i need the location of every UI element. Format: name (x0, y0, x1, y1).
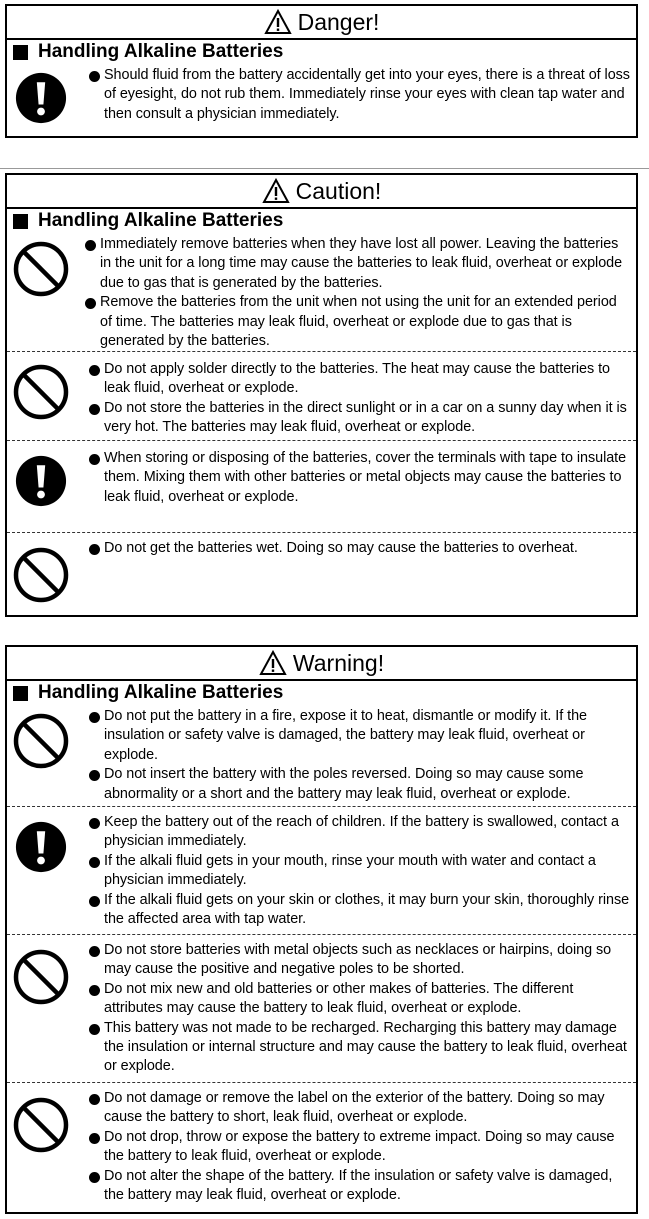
danger-subtitle: Handling Alkaline Batteries (38, 41, 284, 62)
list-item: If the alkali fluid gets in your mouth, rinse your mouth with water and contact a physician immediately. (89, 852, 630, 891)
list-item: Do not get the batteries wet. Doing so may cause the batteries to overheat. (89, 539, 630, 558)
square-bullet-icon (13, 214, 28, 229)
caution-items-4 (89, 533, 630, 558)
warning-section-3 (7, 934, 636, 1082)
caution-items-2 (89, 352, 630, 438)
square-bullet-icon (13, 686, 28, 701)
warning-section-4 (7, 1082, 636, 1210)
warning-subtitle: Handling Alkaline Batteries (38, 682, 284, 703)
danger-title-bar (7, 6, 636, 40)
caution-section-4 (7, 532, 636, 612)
caution-box (5, 173, 638, 617)
warning-triangle-icon (264, 9, 292, 35)
list-item: Do not store the batteries in the direct sunlight or in a car on a sunny day when it is very hot. The batteries may leak fluid, overheat or explode. (89, 399, 630, 438)
list-item: When storing or disposing of the batteries, cover the terminals with tape to insulate them. Mixing them with other batteries or metal objects may cause the batteries to leak fluid, overheat or explode. (89, 449, 630, 507)
warning-triangle-icon (259, 650, 287, 676)
warning-box (5, 645, 638, 1214)
caution-section-3 (7, 440, 636, 532)
prohibited-icon (13, 547, 69, 603)
list-item: Immediately remove batteries when they have lost all power. Leaving the batteries in the unit for a long time may cause the batteries to leak fluid, overheat or explode due to gas that is generated by the batteries. (85, 235, 630, 293)
list-item: Do not damage or remove the label on the exterior of the battery. Doing so may cause the battery to short, leak fluid, overheat or explode. (89, 1089, 630, 1128)
list-item: Keep the battery out of the reach of children. If the battery is swallowed, contact a physician immediately. (89, 813, 630, 852)
list-item: Do not alter the shape of the battery. If the insulation or safety valve is damaged, the battery may leak fluid, overheat or explode. (89, 1167, 630, 1206)
square-bullet-icon (13, 45, 28, 60)
list-item: Do not store batteries with metal objects such as necklaces or hairpins, doing so may cause the positive and negative poles to be shorted. (89, 941, 630, 980)
caution-title-bar (7, 175, 636, 209)
danger-subheading (7, 40, 636, 64)
prohibited-icon (13, 364, 69, 420)
caution-items-1 (85, 233, 630, 351)
list-item: Do not drop, throw or expose the battery to extreme impact. Doing so may cause the battery to leak fluid, overheat or explode. (89, 1128, 630, 1167)
warning-items-3 (89, 935, 630, 1077)
mandatory-action-icon (15, 455, 67, 507)
danger-box (5, 4, 638, 138)
warning-items-4 (89, 1083, 630, 1205)
prohibited-icon (13, 949, 69, 1005)
prohibited-icon (13, 713, 69, 769)
warning-triangle-icon (262, 178, 290, 204)
danger-section-1 (7, 64, 636, 134)
caution-subtitle: Handling Alkaline Batteries (38, 210, 284, 231)
danger-title: Danger! (297, 8, 380, 35)
warning-section-1 (7, 705, 636, 806)
caution-subheading (7, 209, 636, 233)
caution-section-1 (7, 233, 636, 351)
caution-title: Caution! (295, 177, 382, 204)
list-item: Do not mix new and old batteries or other makes of batteries. The different attributes may cause the battery to leak fluid, overheat or explode. (89, 980, 630, 1019)
warning-subheading (7, 681, 636, 705)
list-item: Remove the batteries from the unit when not using the unit for an extended period of time. The batteries may leak fluid, overheat or explode due to gas that is generated by the batteries. (85, 293, 630, 351)
mandatory-action-icon (15, 821, 67, 873)
warning-title-bar (7, 647, 636, 681)
list-item: Do not put the battery in a fire, expose it to heat, dismantle or modify it. If the insulation or safety valve is damaged, the battery may leak fluid, overheat or explode. (89, 707, 630, 765)
list-item: Should fluid from the battery accidentally get into your eyes, there is a threat of loss of eyesight, do not rub them. Immediately rinse your eyes with clean tap water and then consult a physician immediately. (89, 66, 630, 124)
list-item: Do not apply solder directly to the batteries. The heat may cause the batteries to leak fluid, overheat or explode. (89, 360, 630, 399)
list-item: This battery was not made to be recharged. Recharging this battery may damage the insulation or internal structure and may cause the battery to leak fluid, overheat or explode. (89, 1019, 630, 1077)
prohibited-icon (13, 1097, 69, 1153)
prohibited-icon (13, 241, 69, 297)
mandatory-action-icon (15, 72, 67, 124)
divider (0, 168, 649, 169)
warning-items-2 (89, 807, 630, 929)
list-item: Do not insert the battery with the poles reversed. Doing so may cause some abnormality or a short and the battery may leak fluid, overheat or explode. (89, 765, 630, 804)
caution-section-2 (7, 351, 636, 440)
warning-title: Warning! (292, 649, 385, 676)
list-item: If the alkali fluid gets on your skin or clothes, it may burn your skin, thoroughly rinse the affected area with tap water. (89, 891, 630, 930)
caution-items-3 (89, 441, 630, 507)
danger-items (89, 64, 630, 124)
warning-items-1 (89, 705, 630, 804)
warning-section-2 (7, 806, 636, 934)
